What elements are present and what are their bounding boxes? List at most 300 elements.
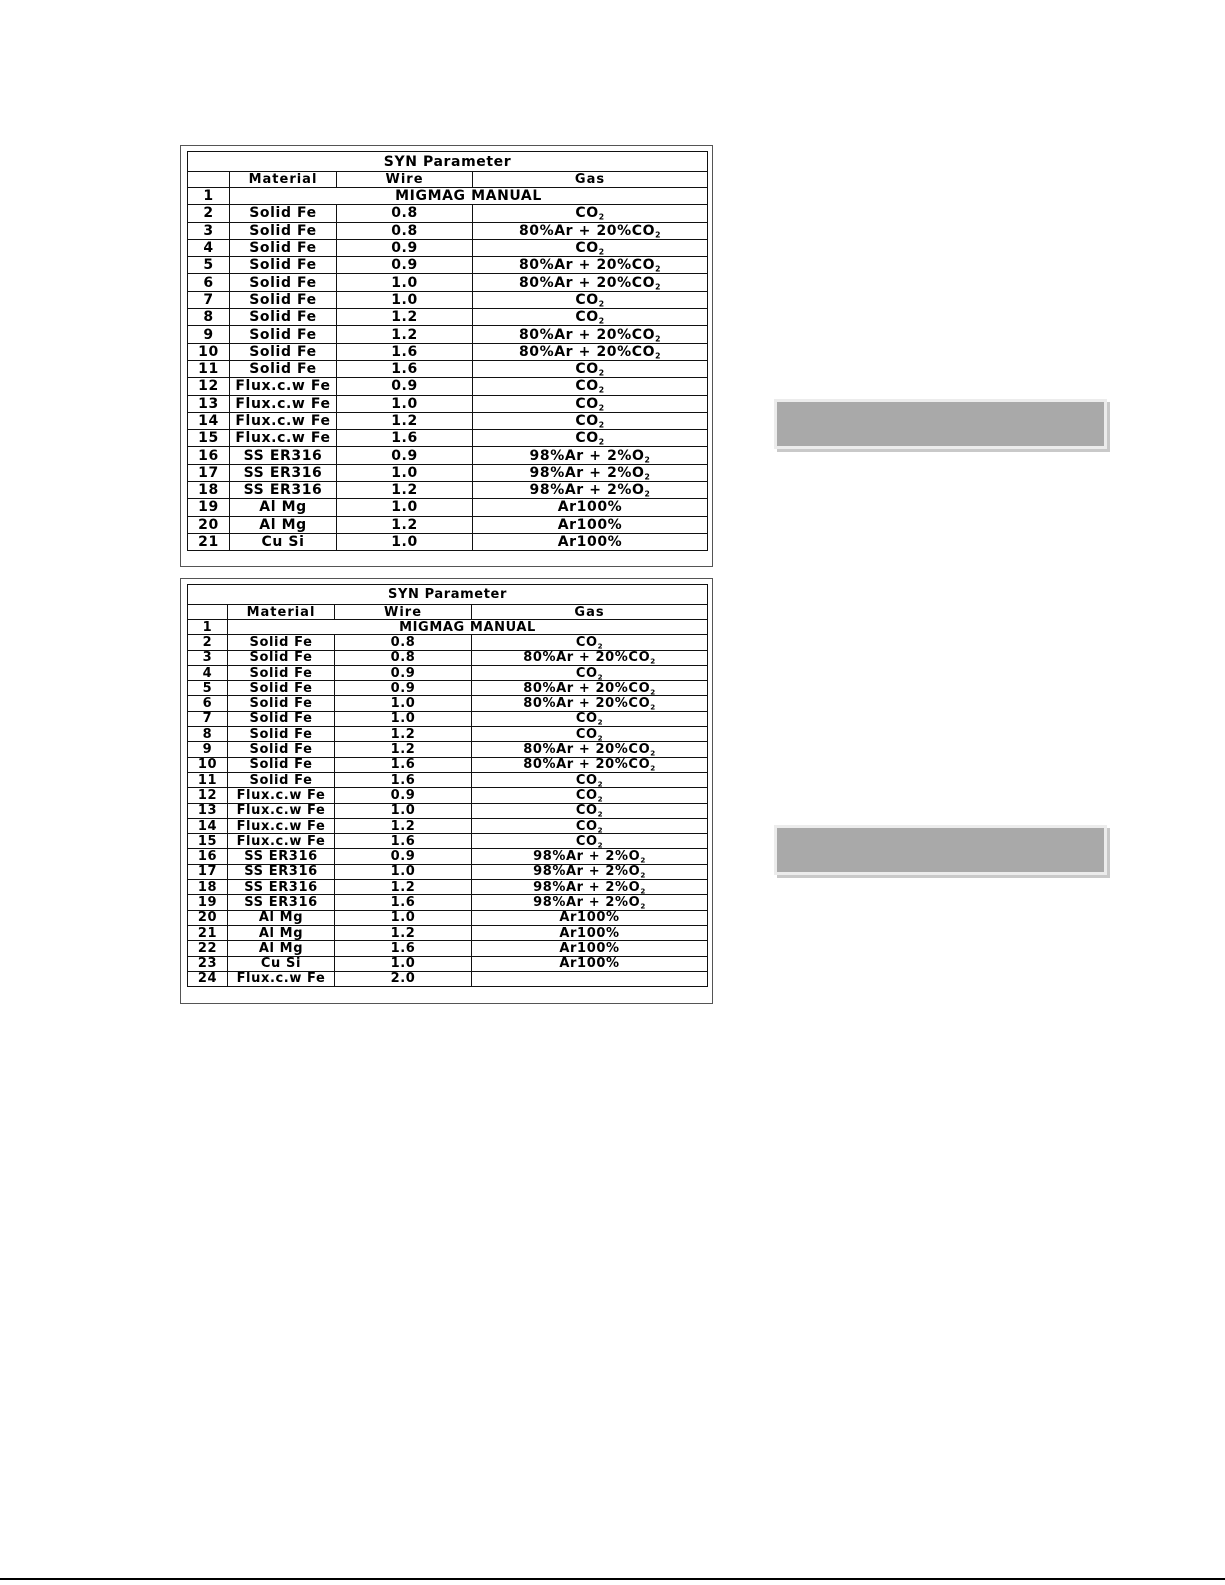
row-number: 24: [188, 971, 228, 986]
table-row: [188, 482, 708, 499]
gas-subscript: 2: [597, 840, 604, 849]
gas-text: CO: [575, 309, 599, 326]
material-cell: Al Mg: [230, 516, 337, 533]
gas-text: CO: [575, 833, 598, 849]
gas-text: CO: [575, 818, 598, 834]
gas-subscript: 2: [598, 316, 605, 326]
syn-parameter-table-2: [180, 578, 713, 1004]
gas-text: 98%Ar + 2%O: [533, 894, 641, 910]
row-number: 3: [188, 222, 230, 239]
table-body: [188, 152, 708, 551]
gas-cell: [472, 864, 708, 879]
row-number: 15: [188, 834, 228, 849]
gas-subscript: 2: [640, 886, 646, 895]
row-number: 1: [188, 188, 230, 205]
wire-cell: 1.2: [335, 880, 472, 895]
gas-text: 80%Ar + 20%CO: [518, 326, 656, 343]
material-cell: Al Mg: [228, 910, 335, 925]
gas-cell: [472, 941, 708, 956]
gas-text: Ar100%: [557, 534, 623, 551]
wire-cell: 0.9: [337, 257, 473, 274]
table-row: [188, 849, 708, 864]
gas-text: CO: [575, 395, 599, 412]
gas-subscript: 2: [650, 656, 656, 666]
title-row: [188, 585, 708, 605]
gas-text: CO: [575, 772, 598, 788]
table-row: [188, 910, 708, 925]
wire-cell: 1.0: [335, 910, 472, 925]
table-row: [188, 343, 708, 360]
gas-cell: [473, 499, 708, 516]
wire-cell: 2.0: [335, 971, 472, 986]
gas-text: 80%Ar + 20%CO: [523, 696, 651, 712]
gas-text: CO: [575, 665, 598, 681]
gas-text: 98%Ar + 2%O: [529, 482, 645, 499]
wire-cell: 0.9: [335, 849, 472, 864]
gas-text: 80%Ar + 20%CO: [523, 680, 651, 696]
material-cell: Solid Fe: [230, 326, 337, 343]
gas-cell: [472, 711, 708, 726]
gas-cell: [472, 788, 708, 803]
gas-text: 80%Ar + 20%CO: [523, 650, 651, 666]
material-cell: Flux.c.w Fe: [228, 834, 335, 849]
gas-subscript: 2: [597, 641, 604, 651]
material-cell: Flux.c.w Fe: [228, 803, 335, 818]
material-cell: Flux.c.w Fe: [230, 395, 337, 412]
gas-cell: [472, 880, 708, 895]
row-number: 4: [188, 665, 228, 680]
gas-text: 80%Ar + 20%CO: [518, 257, 656, 274]
row-number: 22: [188, 941, 228, 956]
table-row: [188, 681, 708, 696]
row-number: 23: [188, 956, 228, 971]
table-row: [188, 464, 708, 481]
table-row: [188, 757, 708, 772]
gas-text: 80%Ar + 20%CO: [518, 343, 656, 360]
row-number: 16: [188, 447, 230, 464]
wire-cell: 0.9: [337, 239, 473, 256]
gas-subscript: 2: [598, 403, 605, 413]
row-number: 19: [188, 895, 228, 910]
material-cell: Flux.c.w Fe: [230, 378, 337, 395]
syn-table: [187, 151, 708, 551]
gas-text: Ar100%: [559, 956, 620, 972]
gas-text: 80%Ar + 20%CO: [523, 742, 651, 758]
row-number: 17: [188, 864, 228, 879]
material-cell: Solid Fe: [228, 681, 335, 696]
wire-cell: 1.0: [337, 464, 473, 481]
row-number: 11: [188, 772, 228, 787]
row-number: 10: [188, 343, 230, 360]
gas-text: 80%Ar + 20%CO: [518, 222, 656, 239]
gas-cell: [472, 681, 708, 696]
gas-subscript: 2: [598, 368, 605, 378]
wire-cell: 1.0: [337, 395, 473, 412]
wire-cell: 1.6: [335, 772, 472, 787]
gas-cell: [473, 378, 708, 395]
row-number: 7: [188, 711, 228, 726]
table-title: SYN Parameter: [188, 152, 708, 172]
table-row: [188, 772, 708, 787]
gas-text: CO: [575, 430, 599, 447]
row-number: 5: [188, 257, 230, 274]
gas-text: CO: [575, 787, 598, 803]
material-cell: Al Mg: [228, 941, 335, 956]
table-row: [188, 635, 708, 650]
table-row: [188, 925, 708, 940]
gas-cell: [473, 360, 708, 377]
gas-text: 98%Ar + 2%O: [533, 864, 641, 880]
table-row: [188, 205, 708, 222]
row-number: 21: [188, 925, 228, 940]
table-row: [188, 447, 708, 464]
table-row: [188, 239, 708, 256]
table-row: [188, 430, 708, 447]
table-row: [188, 395, 708, 412]
gas-cell: [472, 910, 708, 925]
table-row: [188, 711, 708, 726]
gas-cell: [473, 326, 708, 343]
material-cell: Solid Fe: [230, 343, 337, 360]
table-row: [188, 696, 708, 711]
header-gas: Gas: [473, 172, 708, 188]
gas-cell: [473, 430, 708, 447]
gas-text: CO: [575, 378, 599, 395]
material-cell: Solid Fe: [228, 635, 335, 650]
material-cell: Solid Fe: [228, 757, 335, 772]
grey-label-bar: [774, 399, 1107, 449]
gas-subscript: 2: [655, 265, 662, 274]
row-number: 12: [188, 788, 228, 803]
table-row: [188, 360, 708, 377]
wire-cell: 1.2: [335, 925, 472, 940]
row-number: 11: [188, 360, 230, 377]
gas-text: CO: [575, 803, 598, 819]
wire-cell: 0.9: [335, 681, 472, 696]
wire-cell: 1.0: [335, 711, 472, 726]
gas-text: Ar100%: [557, 516, 623, 533]
gas-cell: [472, 757, 708, 772]
header-material: Material: [230, 172, 337, 188]
table-row: [188, 788, 708, 803]
material-cell: Flux.c.w Fe: [228, 788, 335, 803]
table-row: [188, 309, 708, 326]
row-number: 4: [188, 239, 230, 256]
gas-text: CO: [575, 711, 598, 727]
gas-text: Ar100%: [557, 499, 623, 516]
gas-cell: [473, 516, 708, 533]
wire-cell: 1.6: [337, 343, 473, 360]
wire-cell: 1.0: [337, 291, 473, 308]
wire-cell: 1.2: [337, 482, 473, 499]
gas-subscript: 2: [644, 455, 651, 465]
gas-cell: [473, 395, 708, 412]
syn-table: [187, 584, 708, 987]
wire-cell: 1.2: [337, 309, 473, 326]
gas-subscript: 2: [597, 717, 604, 727]
gas-subscript: 2: [655, 334, 662, 344]
gas-subscript: 2: [650, 748, 656, 758]
gas-subscript: 2: [650, 702, 656, 712]
row-number: 5: [188, 681, 228, 696]
material-cell: Solid Fe: [228, 727, 335, 742]
wire-cell: 1.6: [337, 360, 473, 377]
gas-text: Ar100%: [559, 940, 620, 956]
table-title: SYN Parameter: [188, 585, 708, 605]
table-row: [188, 222, 708, 239]
row-number: 9: [188, 326, 230, 343]
table-body: [188, 585, 708, 987]
material-cell: SS ER316: [228, 849, 335, 864]
gas-cell: [473, 412, 708, 429]
row-number: 14: [188, 412, 230, 429]
gas-cell: [473, 343, 708, 360]
gas-cell: [473, 533, 708, 550]
wire-cell: 1.6: [335, 941, 472, 956]
material-cell: Solid Fe: [230, 274, 337, 291]
gas-text: CO: [575, 240, 599, 257]
gas-text: CO: [575, 291, 599, 308]
table-row: [188, 650, 708, 665]
table-row: [188, 971, 708, 986]
table-row: [188, 818, 708, 833]
gas-subscript: 2: [655, 351, 662, 361]
syn-parameter-table-1: [180, 145, 713, 567]
table-row: [188, 533, 708, 550]
row-number: 2: [188, 635, 228, 650]
header-row: [188, 172, 708, 188]
gas-subscript: 2: [655, 282, 662, 292]
material-cell: Solid Fe: [230, 291, 337, 308]
wire-cell: 1.0: [335, 696, 472, 711]
gas-subscript: 2: [597, 794, 604, 804]
row-number: 10: [188, 757, 228, 772]
table-row: [188, 499, 708, 516]
wire-cell: 1.0: [335, 803, 472, 818]
header-gas: Gas: [472, 605, 708, 620]
row-number: 14: [188, 818, 228, 833]
material-cell: Al Mg: [230, 499, 337, 516]
wire-cell: 1.0: [335, 864, 472, 879]
gas-cell: [473, 309, 708, 326]
gas-text: CO: [575, 361, 599, 378]
gas-cell: [472, 727, 708, 742]
wire-cell: 1.2: [335, 742, 472, 757]
material-cell: Solid Fe: [228, 742, 335, 757]
gas-subscript: 2: [598, 299, 605, 309]
gas-cell: [472, 665, 708, 680]
gas-cell: [473, 291, 708, 308]
gas-subscript: 2: [598, 386, 605, 396]
gas-subscript: 2: [640, 870, 646, 880]
table-row: [188, 742, 708, 757]
wire-cell: 0.9: [337, 447, 473, 464]
row-number: 6: [188, 274, 230, 291]
gas-subscript: 2: [598, 437, 605, 447]
material-cell: Solid Fe: [230, 222, 337, 239]
gas-text: CO: [575, 726, 598, 742]
wire-cell: 1.0: [337, 274, 473, 291]
row-number: 12: [188, 378, 230, 395]
wire-cell: 1.6: [337, 430, 473, 447]
grey-label-bar: [774, 825, 1107, 875]
material-cell: Flux.c.w Fe: [230, 412, 337, 429]
gas-cell: [473, 239, 708, 256]
gas-cell: [472, 849, 708, 864]
wire-cell: 1.6: [335, 895, 472, 910]
gas-cell: [473, 222, 708, 239]
row-number: 16: [188, 849, 228, 864]
row-number: 8: [188, 309, 230, 326]
header-material: Material: [228, 605, 335, 620]
gas-cell: [472, 818, 708, 833]
material-cell: Solid Fe: [228, 650, 335, 665]
gas-cell: [472, 971, 708, 986]
material-cell: SS ER316: [228, 864, 335, 879]
material-cell: Solid Fe: [230, 239, 337, 256]
material-cell: Solid Fe: [230, 257, 337, 274]
material-cell: Flux.c.w Fe: [230, 430, 337, 447]
material-cell: SS ER316: [228, 895, 335, 910]
material-cell: Solid Fe: [228, 696, 335, 711]
header-number: [188, 605, 228, 620]
row-number: 9: [188, 742, 228, 757]
material-cell: Solid Fe: [230, 205, 337, 222]
gas-subscript: 2: [655, 230, 662, 240]
wire-cell: 1.2: [335, 727, 472, 742]
header-row: [188, 605, 708, 620]
header-number: [188, 172, 230, 188]
wire-cell: 0.8: [337, 222, 473, 239]
table-row: [188, 864, 708, 879]
table-row: [188, 257, 708, 274]
table-row: [188, 326, 708, 343]
row-number: 20: [188, 516, 230, 533]
header-wire: Wire: [337, 172, 473, 188]
gas-text: CO: [575, 413, 599, 429]
material-cell: SS ER316: [228, 880, 335, 895]
wire-cell: 0.8: [337, 205, 473, 222]
table-row: [188, 880, 708, 895]
gas-subscript: 2: [650, 687, 656, 696]
gas-cell: [473, 257, 708, 274]
title-row: [188, 152, 708, 172]
row-number: 17: [188, 464, 230, 481]
table-row: [188, 803, 708, 818]
table-row: [188, 895, 708, 910]
row-number: 13: [188, 803, 228, 818]
gas-cell: [473, 447, 708, 464]
wire-cell: 0.9: [337, 378, 473, 395]
wire-cell: 1.2: [335, 818, 472, 833]
gas-text: Ar100%: [559, 910, 620, 926]
material-cell: Flux.c.w Fe: [228, 818, 335, 833]
gas-text: 80%Ar + 20%CO: [518, 274, 656, 291]
material-cell: Solid Fe: [228, 772, 335, 787]
gas-cell: [473, 464, 708, 481]
row-number: 6: [188, 696, 228, 711]
material-cell: Solid Fe: [230, 309, 337, 326]
gas-subscript: 2: [650, 763, 656, 773]
wire-cell: 0.9: [335, 665, 472, 680]
row-number: 21: [188, 533, 230, 550]
gas-cell: [472, 772, 708, 787]
table-row: [188, 956, 708, 971]
gas-text: 98%Ar + 2%O: [533, 879, 641, 895]
gas-subscript: 2: [597, 733, 604, 742]
row-number: 13: [188, 395, 230, 412]
row-number: 20: [188, 910, 228, 925]
gas-text: 98%Ar + 2%O: [533, 849, 641, 865]
gas-cell: [473, 482, 708, 499]
gas-cell: [472, 742, 708, 757]
gas-cell: [473, 274, 708, 291]
table-row: [188, 378, 708, 395]
table-row: [188, 412, 708, 429]
gas-subscript: 2: [597, 779, 604, 788]
table-row: [188, 941, 708, 956]
gas-subscript: 2: [598, 420, 605, 430]
row-number: 7: [188, 291, 230, 308]
wire-cell: 0.9: [335, 788, 472, 803]
gas-cell: [472, 696, 708, 711]
material-cell: Al Mg: [228, 925, 335, 940]
wire-cell: 0.8: [335, 650, 472, 665]
manual-row: [188, 188, 708, 205]
material-cell: Cu Si: [228, 956, 335, 971]
row-number: 18: [188, 482, 230, 499]
material-cell: Solid Fe: [228, 665, 335, 680]
gas-cell: [472, 635, 708, 650]
gas-subscript: 2: [597, 809, 604, 819]
gas-subscript: 2: [598, 213, 605, 223]
wire-cell: 1.6: [335, 834, 472, 849]
row-number: 8: [188, 727, 228, 742]
table-row: [188, 727, 708, 742]
gas-subscript: 2: [640, 901, 646, 911]
row-number: 1: [188, 620, 228, 635]
table-row: [188, 516, 708, 533]
wire-cell: 1.2: [337, 412, 473, 429]
gas-subscript: 2: [644, 489, 651, 499]
gas-cell: [472, 650, 708, 665]
manual-label: MIGMAG MANUAL: [228, 620, 708, 635]
wire-cell: 1.0: [337, 533, 473, 550]
gas-subscript: 2: [644, 472, 651, 482]
gas-subscript: 2: [597, 672, 604, 681]
manual-label: MIGMAG MANUAL: [230, 188, 708, 205]
table-row: [188, 291, 708, 308]
row-number: 3: [188, 650, 228, 665]
gas-subscript: 2: [597, 825, 604, 834]
gas-cell: [472, 956, 708, 971]
table-row: [188, 665, 708, 680]
material-cell: Solid Fe: [230, 360, 337, 377]
gas-text: CO: [575, 205, 599, 222]
wire-cell: 1.0: [337, 499, 473, 516]
table-row: [188, 274, 708, 291]
table-row: [188, 834, 708, 849]
wire-cell: 1.6: [335, 757, 472, 772]
material-cell: SS ER316: [230, 482, 337, 499]
row-number: 15: [188, 430, 230, 447]
gas-subscript: 2: [640, 855, 646, 865]
gas-cell: [473, 205, 708, 222]
page-bottom-rule: [0, 1578, 1225, 1580]
row-number: 19: [188, 499, 230, 516]
gas-subscript: 2: [598, 247, 605, 257]
row-number: 2: [188, 205, 230, 222]
